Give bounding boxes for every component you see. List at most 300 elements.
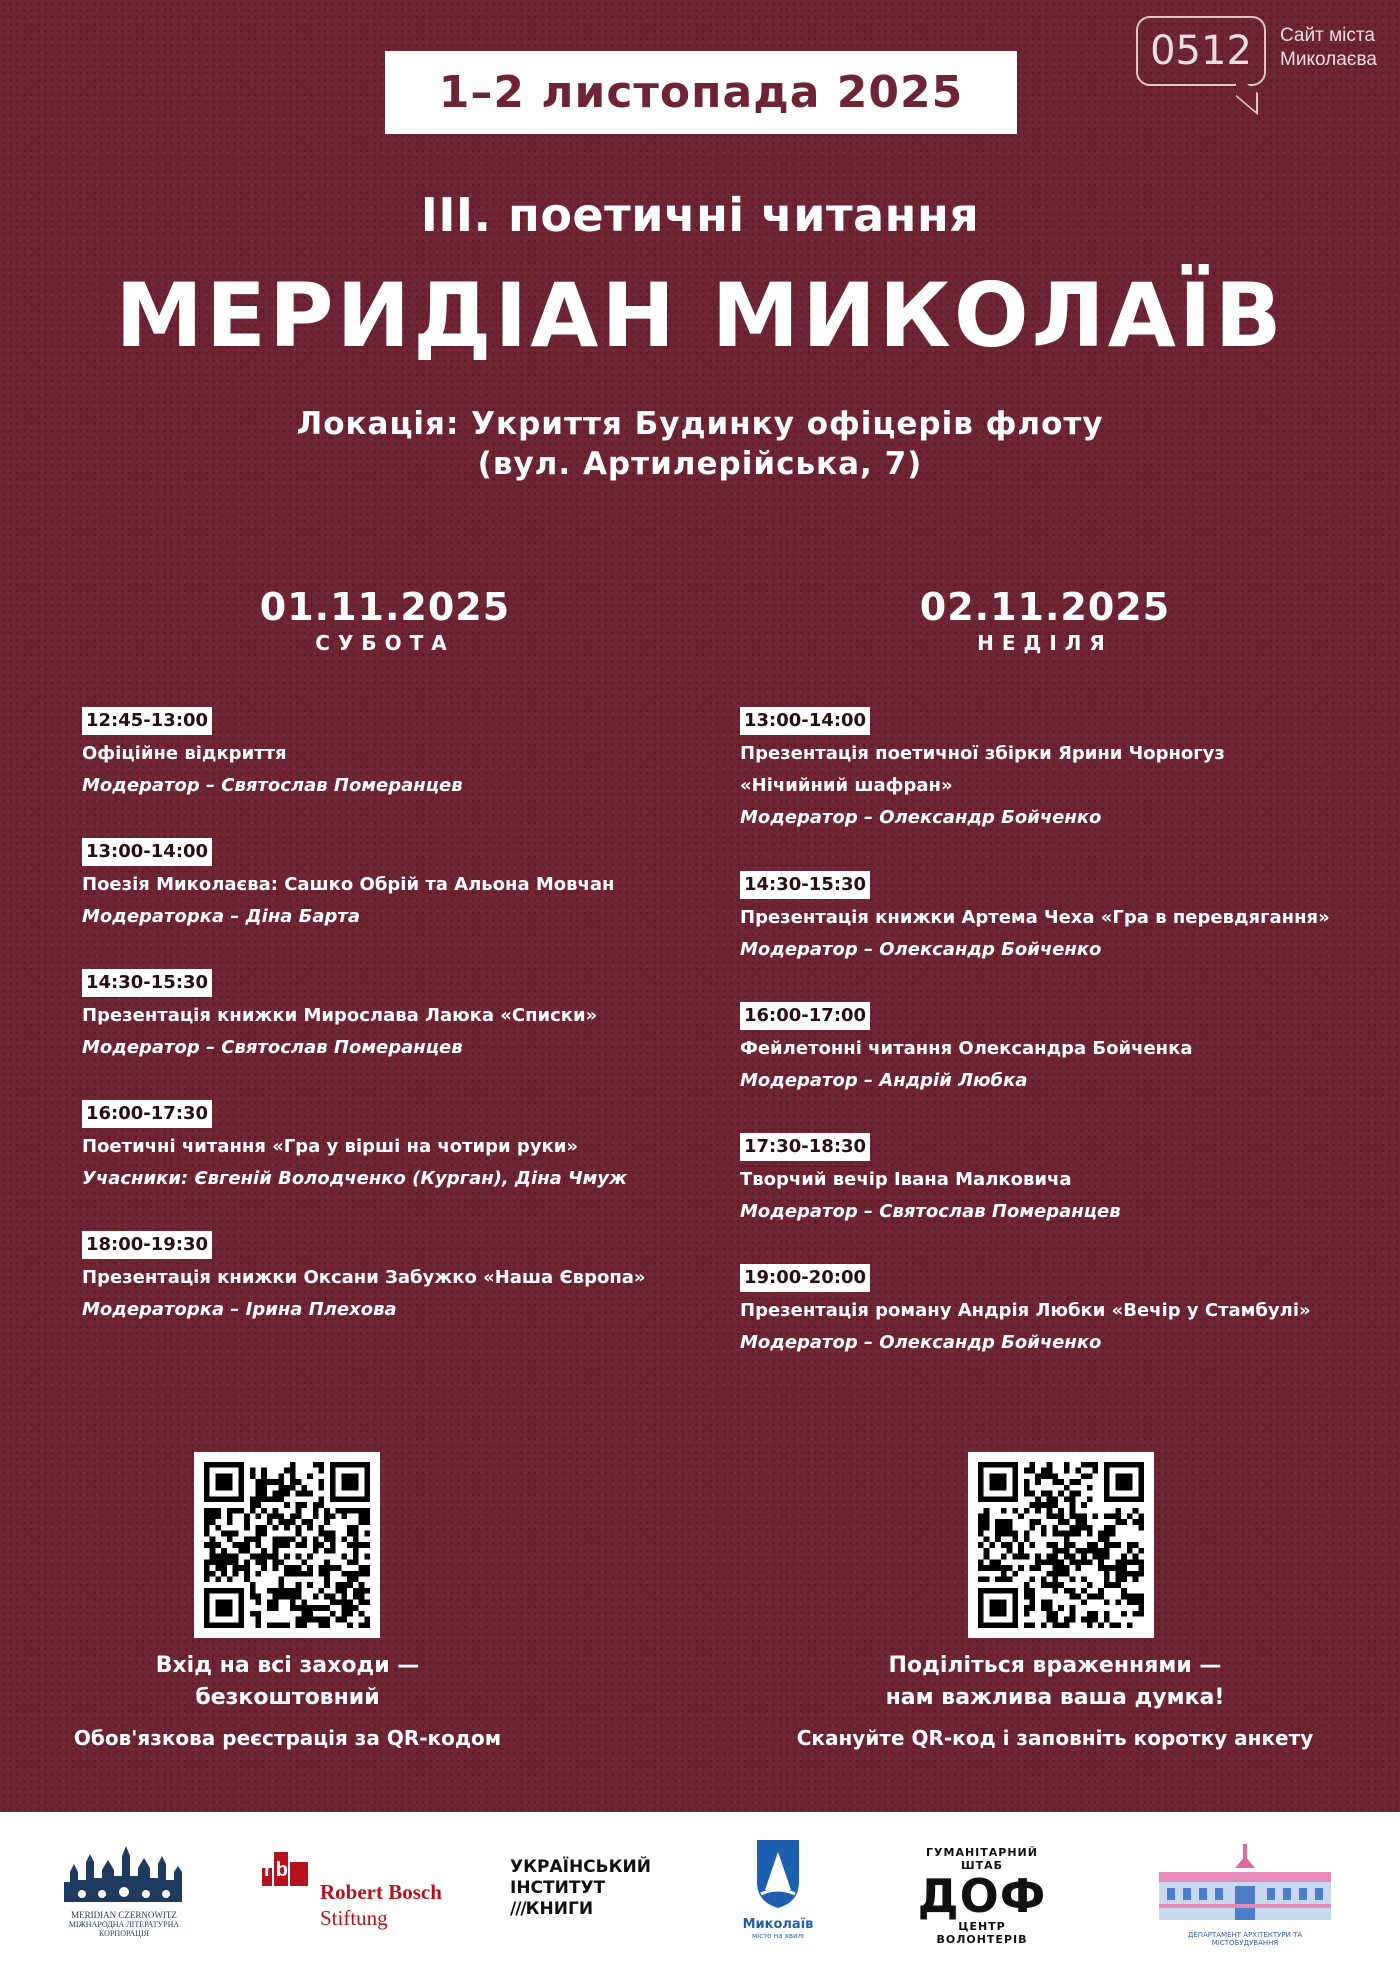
qr-module	[978, 1542, 984, 1548]
qr-module	[290, 1571, 296, 1577]
qr-module	[1041, 1582, 1047, 1588]
registration-qr-code[interactable]	[194, 1452, 380, 1638]
architecture-department-logo[interactable]	[1155, 1842, 1335, 1952]
qr-module	[1007, 1525, 1013, 1531]
schedule-item	[82, 1231, 722, 1362]
qr-module	[324, 1576, 330, 1582]
qr-module	[227, 1519, 233, 1525]
qr-module	[1064, 1462, 1070, 1468]
qr-module	[1087, 1531, 1093, 1537]
qr-module	[238, 1542, 244, 1548]
qr-module	[1133, 1542, 1139, 1548]
department-name: ДЕПАРТАМЕНТ АРХІТЕКТУРИ ТА МІСТОБУДУВАННЯ	[1187, 1931, 1303, 1947]
qr-module	[995, 1525, 1001, 1531]
qr-module	[238, 1508, 244, 1514]
qr-module	[1087, 1611, 1093, 1617]
qr-module	[1075, 1548, 1081, 1554]
qr-module	[1018, 1548, 1024, 1554]
qr-module	[1081, 1473, 1087, 1479]
event-time: 13:00-14:00	[740, 707, 870, 735]
qr-module	[324, 1605, 330, 1611]
qr-module	[290, 1514, 296, 1520]
qr-module	[278, 1536, 284, 1542]
qr-module	[353, 1588, 359, 1594]
event-time: 16:00-17:00	[740, 1002, 870, 1030]
qr-module	[284, 1588, 290, 1594]
event-moderator: Модератор – Олександр Бойченко	[740, 1332, 1102, 1353]
event-title-text: Фейлетонні читання Олександра Бойченка	[740, 1038, 1193, 1059]
qr-module	[290, 1599, 296, 1605]
mykolaiv-city-logo[interactable]	[736, 1838, 820, 1954]
qr-module	[324, 1559, 330, 1565]
event-moderator: Модератор – Святослав Померанцев	[82, 775, 463, 796]
qr-module	[1127, 1542, 1133, 1548]
qr-module	[347, 1559, 353, 1565]
feedback-line1: Поділіться враженнями —	[888, 1653, 1222, 1678]
qr-module	[1127, 1571, 1133, 1577]
qr-module	[1092, 1514, 1098, 1520]
feedback-qr-code[interactable]	[968, 1452, 1154, 1638]
qr-module	[347, 1571, 353, 1577]
qr-module	[301, 1536, 307, 1542]
meridian-sub1: МІЖНАРОДНА ЛІТЕРАТУРНА	[68, 1920, 180, 1929]
qr-module	[1047, 1468, 1053, 1474]
qr-module	[347, 1525, 353, 1531]
qr-module	[978, 1565, 984, 1571]
qr-module	[1138, 1525, 1144, 1531]
qr-module	[1035, 1565, 1041, 1571]
qr-module	[1098, 1565, 1104, 1571]
event-title-text: Творчий вечір Івана Малковича	[740, 1169, 1072, 1190]
event-title-text: Поетичні читання «Гра у вірші на чотири руки»	[82, 1136, 579, 1157]
qr-module	[301, 1519, 307, 1525]
uik-line2: ІНСТИТУТ	[510, 1878, 606, 1898]
event-moderator: Модератор – Святослав Померанцев	[82, 1037, 463, 1058]
qr-module	[1104, 1548, 1110, 1554]
qr-module	[1012, 1536, 1018, 1542]
qr-module	[1052, 1571, 1058, 1577]
schedule-item	[82, 969, 722, 1100]
qr-module	[1007, 1548, 1013, 1554]
event-title-text: Презентація книжки Мирослава Лаюка «Списки»	[82, 1005, 598, 1026]
qr-module	[1041, 1605, 1047, 1611]
qr-module	[290, 1485, 296, 1491]
qr-module	[238, 1565, 244, 1571]
qr-module	[296, 1491, 302, 1497]
qr-module	[1030, 1588, 1036, 1594]
qr-module	[984, 1536, 990, 1542]
qr-module	[290, 1536, 296, 1542]
qr-module	[989, 1599, 1006, 1616]
qr-module	[284, 1622, 290, 1628]
qr-module	[353, 1536, 359, 1542]
qr-module	[1064, 1531, 1070, 1537]
qr-module	[1092, 1542, 1098, 1548]
qr-module	[1047, 1514, 1053, 1520]
bosch-mark-text: rb	[264, 1859, 292, 1881]
qr-module	[210, 1514, 216, 1520]
qr-module	[1121, 1519, 1127, 1525]
qr-module	[1012, 1571, 1018, 1577]
qr-module	[233, 1559, 239, 1565]
qr-module	[324, 1514, 330, 1520]
qr-module	[284, 1571, 290, 1577]
department-building-icon	[1155, 1842, 1335, 1922]
qr-module	[1104, 1565, 1110, 1571]
qr-module	[1104, 1599, 1110, 1605]
qr-module	[233, 1565, 239, 1571]
event-time: 17:30-18:30	[740, 1133, 870, 1161]
qr-module	[227, 1536, 233, 1542]
qr-module	[1070, 1605, 1076, 1611]
qr-module	[221, 1571, 227, 1577]
qr-module	[244, 1571, 250, 1577]
qr-module	[296, 1622, 302, 1628]
event-time: 13:00-14:00	[82, 838, 212, 866]
qr-module	[1024, 1491, 1030, 1497]
qr-module	[290, 1479, 296, 1485]
qr-module	[1070, 1525, 1076, 1531]
qr-module	[1092, 1594, 1098, 1600]
qr-module	[301, 1605, 307, 1611]
qr-module	[318, 1617, 324, 1623]
qr-module	[1081, 1519, 1087, 1525]
bosch-line1: Robert Bosch	[320, 1880, 442, 1904]
qr-module	[1064, 1548, 1070, 1554]
qr-module	[1058, 1514, 1064, 1520]
qr-module	[278, 1576, 284, 1582]
qr-module	[318, 1479, 324, 1485]
qr-module	[359, 1588, 365, 1594]
qr-module	[330, 1542, 336, 1548]
qr-module	[250, 1554, 256, 1560]
qr-module	[353, 1542, 359, 1548]
qr-module	[1070, 1588, 1076, 1594]
qr-module	[1115, 1622, 1121, 1628]
robert-bosch-logo[interactable]	[262, 1852, 462, 1942]
qr-module	[1035, 1508, 1041, 1514]
qr-module	[210, 1571, 216, 1577]
qr-module	[1018, 1554, 1024, 1560]
qr-module	[278, 1496, 284, 1502]
qr-module	[1081, 1599, 1087, 1605]
speech-bubble-icon	[1136, 16, 1266, 86]
qr-module	[284, 1542, 290, 1548]
qr-module	[244, 1514, 250, 1520]
qr-module	[984, 1576, 990, 1582]
qr-module	[1070, 1479, 1076, 1485]
qr-module	[1104, 1617, 1110, 1623]
location-line2: (вул. Артилерійська, 7)	[477, 446, 923, 482]
qr-module	[318, 1542, 324, 1548]
qr-module	[330, 1599, 336, 1605]
qr-module	[995, 1559, 1001, 1565]
event-moderator: Модераторка – Діна Барта	[82, 906, 361, 927]
qr-module	[1127, 1599, 1133, 1605]
qr-module	[324, 1617, 330, 1623]
qr-module	[233, 1531, 239, 1537]
qr-module	[1138, 1611, 1144, 1617]
day1-header	[135, 585, 635, 655]
qr-module	[313, 1462, 319, 1468]
qr-module	[1138, 1514, 1144, 1520]
qr-module	[278, 1542, 284, 1548]
qr-module	[984, 1525, 990, 1531]
qr-module	[1024, 1531, 1030, 1537]
qr-module	[273, 1565, 279, 1571]
day1-schedule	[82, 707, 722, 1362]
day1-date: 01.11.2025	[259, 585, 511, 629]
qr-module	[1064, 1588, 1070, 1594]
qr-module	[250, 1611, 256, 1617]
qr-module	[318, 1571, 324, 1577]
qr-module	[1052, 1554, 1058, 1560]
qr-module	[1138, 1571, 1144, 1577]
qr-module	[364, 1508, 370, 1514]
qr-module	[278, 1485, 284, 1491]
qr-module	[210, 1508, 216, 1514]
qr-module	[313, 1542, 319, 1548]
qr-module	[1133, 1554, 1139, 1560]
event-time: 18:00-19:30	[82, 1231, 212, 1259]
qr-module	[1047, 1611, 1053, 1617]
qr-module	[227, 1576, 233, 1582]
qr-module	[1052, 1588, 1058, 1594]
qr-module	[261, 1508, 267, 1514]
event-moderator: Модераторка – Ірина Плехова	[82, 1299, 397, 1320]
qr-module	[273, 1548, 279, 1554]
qr-module	[261, 1559, 267, 1565]
ukrainian-book-institute-logo[interactable]	[510, 1857, 680, 1947]
schedule-item	[740, 1264, 1380, 1395]
qr-module	[1012, 1531, 1018, 1537]
qr-module	[1133, 1594, 1139, 1600]
qr-module	[1070, 1508, 1076, 1514]
qr-module	[1024, 1485, 1030, 1491]
qr-module	[227, 1559, 233, 1565]
qr-module	[278, 1594, 284, 1600]
qr-module	[256, 1599, 262, 1605]
site-watermark[interactable]	[1136, 16, 1386, 106]
qr-module	[301, 1611, 307, 1617]
qr-module	[301, 1502, 307, 1508]
qr-module	[296, 1588, 302, 1594]
qr-module	[296, 1525, 302, 1531]
qr-module	[336, 1588, 342, 1594]
qr-module	[1115, 1542, 1121, 1548]
qr-module	[1035, 1473, 1041, 1479]
qr-module	[1070, 1514, 1076, 1520]
qr-module	[210, 1548, 216, 1554]
qr-module	[1024, 1508, 1030, 1514]
qr-module	[1047, 1571, 1053, 1577]
qr-module	[1075, 1479, 1081, 1485]
qr-module	[353, 1525, 359, 1531]
qr-module	[1115, 1473, 1132, 1490]
qr-module	[330, 1611, 336, 1617]
qr-module	[1127, 1622, 1133, 1628]
qr-module	[273, 1588, 279, 1594]
qr-module	[318, 1468, 324, 1474]
qr-module	[256, 1554, 262, 1560]
qr-module	[215, 1525, 221, 1531]
qr-module	[1052, 1531, 1058, 1537]
qr-module	[1104, 1514, 1110, 1520]
qr-module	[290, 1519, 296, 1525]
qr-module	[978, 1576, 984, 1582]
qr-module	[1052, 1582, 1058, 1588]
event-title: МЕРИДІАН МИКОЛАЇВ	[115, 264, 1285, 367]
qr-module	[1070, 1491, 1076, 1497]
qr-module	[1030, 1622, 1036, 1628]
qr-module	[1007, 1519, 1013, 1525]
qr-module	[256, 1491, 262, 1497]
qr-module	[210, 1559, 216, 1565]
qr-module	[1115, 1571, 1121, 1577]
qr-module	[1007, 1542, 1013, 1548]
qr-module	[256, 1617, 262, 1623]
qr-module	[1052, 1525, 1058, 1531]
qr-module	[1047, 1605, 1053, 1611]
qr-module	[330, 1548, 336, 1554]
meridian-name: MERIDIAN CZERNOWITZ	[71, 1910, 177, 1920]
qr-module	[1041, 1502, 1047, 1508]
qr-module	[1115, 1599, 1121, 1605]
qr-module	[221, 1548, 227, 1554]
qr-module	[273, 1542, 279, 1548]
qr-module	[1041, 1622, 1047, 1628]
qr-module	[1058, 1582, 1064, 1588]
qr-module	[250, 1588, 256, 1594]
qr-module	[347, 1611, 353, 1617]
qr-module	[250, 1502, 256, 1508]
qr-module	[1121, 1594, 1127, 1600]
qr-module	[324, 1565, 330, 1571]
watermark-line2: Миколаєва	[1280, 49, 1377, 70]
qr-module	[1110, 1622, 1116, 1628]
qr-module	[1133, 1519, 1139, 1525]
qr-module	[296, 1502, 302, 1508]
date-banner: 1–2 листопада 2025	[385, 51, 1017, 134]
qr-module	[989, 1559, 995, 1565]
qr-module	[313, 1617, 319, 1623]
qr-module	[1007, 1531, 1013, 1537]
qr-module	[1070, 1496, 1076, 1502]
registration-info	[0, 1650, 575, 1750]
qr-module	[261, 1531, 267, 1537]
qr-module	[210, 1542, 216, 1548]
qr-module	[353, 1559, 359, 1565]
qr-module	[290, 1588, 296, 1594]
qr-module	[1138, 1565, 1144, 1571]
qr-module	[1018, 1542, 1024, 1548]
qr-module	[1087, 1542, 1093, 1548]
qr-module	[227, 1531, 233, 1537]
schedule-item	[740, 1002, 1380, 1133]
event-title-text: Презентація роману Андрія Любки «Вечір у Стамбулі»	[740, 1300, 1311, 1321]
qr-module	[1081, 1502, 1087, 1508]
qr-module	[1087, 1622, 1093, 1628]
qr-module	[1047, 1582, 1053, 1588]
qr-module	[1035, 1519, 1041, 1525]
qr-module	[347, 1576, 353, 1582]
qr-module	[267, 1519, 273, 1525]
qr-module	[1121, 1554, 1127, 1560]
qr-module	[1001, 1519, 1007, 1525]
dof-volunteer-logo[interactable]	[912, 1846, 1052, 1956]
qr-module	[1001, 1571, 1007, 1577]
qr-module	[290, 1468, 296, 1474]
qr-module	[1012, 1554, 1018, 1560]
qr-module	[984, 1519, 990, 1525]
qr-module	[1058, 1491, 1064, 1497]
qr-module	[1052, 1502, 1058, 1508]
qr-module	[307, 1571, 313, 1577]
qr-module	[1092, 1611, 1098, 1617]
uik-book-icon: ///	[510, 1899, 526, 1919]
qr-module	[284, 1525, 290, 1531]
qr-module	[1092, 1548, 1098, 1554]
qr-module	[256, 1496, 262, 1502]
qr-module	[1052, 1565, 1058, 1571]
qr-module	[233, 1554, 239, 1560]
qr-module	[1058, 1531, 1064, 1537]
qr-module	[204, 1576, 210, 1582]
qr-module	[1041, 1576, 1047, 1582]
qr-module	[250, 1496, 256, 1502]
qr-module	[341, 1611, 347, 1617]
qr-module	[261, 1496, 267, 1502]
qr-module	[215, 1514, 221, 1520]
bosch-mark-icon	[262, 1852, 308, 1886]
qr-module	[1030, 1599, 1036, 1605]
qr-module	[1081, 1462, 1087, 1468]
qr-module	[1087, 1473, 1093, 1479]
qr-module	[1047, 1491, 1053, 1497]
qr-module	[244, 1519, 250, 1525]
day2-header	[795, 585, 1295, 655]
qr-module	[1110, 1525, 1116, 1531]
qr-module	[1064, 1622, 1070, 1628]
qr-module	[324, 1594, 330, 1600]
qr-module	[1052, 1576, 1058, 1582]
qr-module	[336, 1565, 342, 1571]
qr-module	[284, 1594, 290, 1600]
qr-module	[284, 1491, 290, 1497]
qr-module	[307, 1554, 313, 1560]
qr-module	[353, 1571, 359, 1577]
qr-module	[336, 1508, 342, 1514]
qr-module	[1041, 1599, 1047, 1605]
qr-module	[1052, 1617, 1058, 1623]
registration-line1: Вхід на всі заходи —	[155, 1653, 420, 1678]
schedule-item	[740, 1133, 1380, 1264]
qr-module	[273, 1525, 279, 1531]
qr-module	[267, 1588, 273, 1594]
qr-module	[273, 1496, 279, 1502]
qr-module	[1047, 1542, 1053, 1548]
qr-module	[301, 1599, 307, 1605]
qr-module	[1104, 1542, 1110, 1548]
qr-module	[1041, 1531, 1047, 1537]
qr-module	[261, 1473, 267, 1479]
qr-module	[1001, 1576, 1007, 1582]
qr-module	[1064, 1554, 1070, 1560]
qr-module	[1064, 1565, 1070, 1571]
meridian-logo[interactable]	[62, 1842, 186, 1952]
event-title-text: Поезія Миколаєва: Сашко Обрій та Альона Мовчан	[82, 874, 615, 895]
qr-module	[984, 1514, 990, 1520]
